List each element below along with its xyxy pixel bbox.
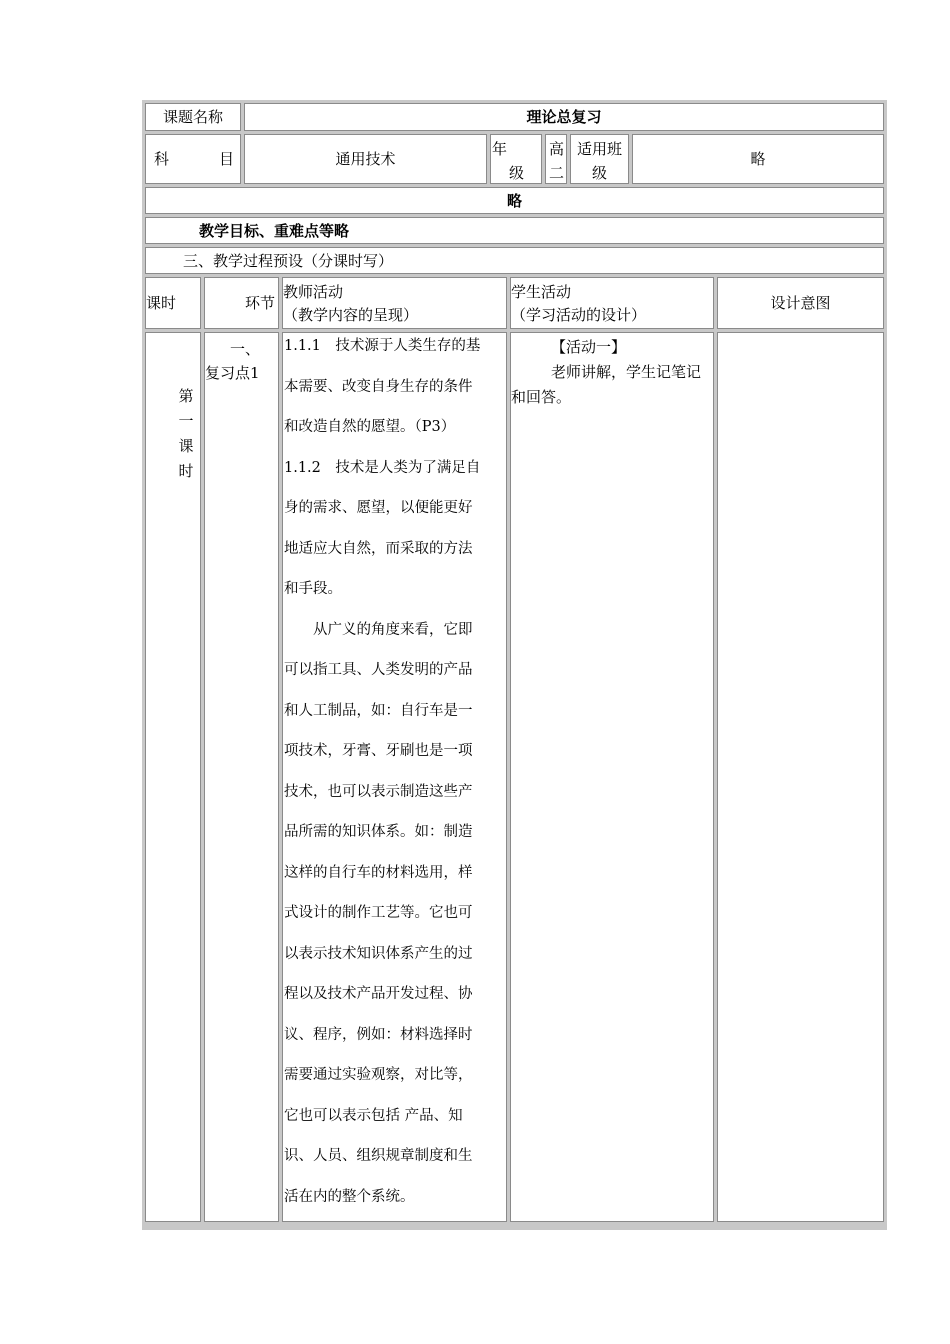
- period-char-1: 第: [178, 387, 194, 405]
- stage-cell: [204, 332, 279, 1222]
- grade-value-line-1: 高: [549, 140, 565, 158]
- grade-label: [490, 134, 542, 184]
- topic-label: 课题名称: [145, 103, 241, 131]
- topic-value: 理论总复习: [244, 103, 884, 131]
- column-stage: 环节: [204, 277, 279, 329]
- teacher-line: 1.1.1 技术源于人类生存的基: [284, 338, 481, 354]
- teacher-line: 品所需的知识体系。如：制造: [284, 824, 473, 840]
- column-teacher-title: 教师活动: [283, 283, 344, 301]
- teacher-line: 和手段。: [284, 581, 342, 597]
- column-intent: 设计意图: [717, 277, 884, 329]
- grade-value: [545, 134, 567, 184]
- student-content: [510, 332, 714, 1222]
- subject-label-part-2: 目: [218, 150, 234, 168]
- stage-name: 复习点1: [205, 364, 260, 382]
- process-title: 三、教学过程预设（分课时写）: [145, 247, 884, 274]
- teacher-line: 本需要、改变自身生存的条件: [284, 378, 473, 395]
- teacher-line: 身的需求、愿望，以便能更好: [284, 500, 473, 516]
- grade-label-line-1: 年: [492, 140, 508, 158]
- intent-content: [717, 332, 884, 1222]
- student-activity-title: 【活动一】: [551, 338, 627, 356]
- subject-label: [145, 134, 241, 184]
- teacher-line: 式设计的制作工艺等。它也可: [284, 905, 473, 921]
- column-teacher: [282, 277, 507, 329]
- period-char-4: 时: [178, 462, 194, 480]
- teacher-line: 从广义的角度来看，它即: [313, 621, 473, 638]
- column-student-subtitle: （学习活动的设计）: [511, 306, 647, 324]
- teacher-line: 地适应大自然，而采取的方法: [284, 540, 473, 557]
- class-label: [570, 134, 629, 184]
- teacher-content: [282, 332, 507, 1222]
- column-student-title: 学生活动: [511, 283, 572, 301]
- teacher-line: 和人工制品，如：自行车是一: [284, 702, 473, 719]
- period-cell: [145, 332, 201, 1222]
- teacher-line: 可以指工具、人类发明的产品: [284, 662, 473, 678]
- period-char-2: 一: [178, 412, 194, 430]
- class-label-line-1: 适用班: [576, 140, 622, 158]
- class-value: 略: [632, 134, 884, 184]
- column-teacher-subtitle: （教学内容的呈现）: [283, 306, 419, 324]
- omitted-row: 略: [145, 187, 884, 214]
- column-period: 课时: [145, 277, 201, 329]
- lesson-plan-table: [142, 100, 887, 1230]
- teacher-line: 活在内的整个系统。: [284, 1188, 415, 1205]
- student-activity-line: 老师讲解，学生记笔记: [551, 363, 702, 381]
- stage-number: 一、: [230, 340, 261, 358]
- period-vertical-text: [176, 384, 196, 484]
- class-label-line-2: 级: [591, 164, 607, 182]
- column-student: [510, 277, 714, 329]
- teacher-line: 以表示技术知识体系产生的过: [284, 945, 473, 962]
- grade-value-line-2: 二: [549, 164, 565, 182]
- subject-label-part-1: 科: [154, 150, 170, 168]
- teacher-line: 程以及技术产品开发过程、协: [284, 986, 473, 1002]
- teacher-line: 1.1.2 技术是人类为了满足自: [284, 459, 481, 476]
- teaching-goals: 教学目标、重难点等略: [145, 217, 884, 244]
- teacher-line: 和改造自然的愿望。（P3）: [284, 419, 456, 435]
- teacher-line: 它也可以表示包括 产品、知: [284, 1107, 463, 1124]
- grade-label-line-2: 级: [509, 164, 525, 182]
- teacher-line: 识、人员、组织规章制度和生: [284, 1148, 473, 1164]
- teacher-line: 议、程序，例如：材料选择时: [284, 1026, 473, 1043]
- student-activity-line: 和回答。: [511, 388, 572, 406]
- teacher-line: 技术，也可以表示制造这些产: [284, 783, 473, 800]
- teacher-line: 这样的自行车的材料选用，样: [284, 864, 473, 881]
- subject-value: 通用技术: [244, 134, 487, 184]
- teacher-line: 项技术，牙膏、牙刷也是一项: [284, 743, 473, 759]
- teacher-line: 需要通过实验观察，对比等，: [284, 1067, 473, 1083]
- period-char-3: 课: [178, 437, 194, 455]
